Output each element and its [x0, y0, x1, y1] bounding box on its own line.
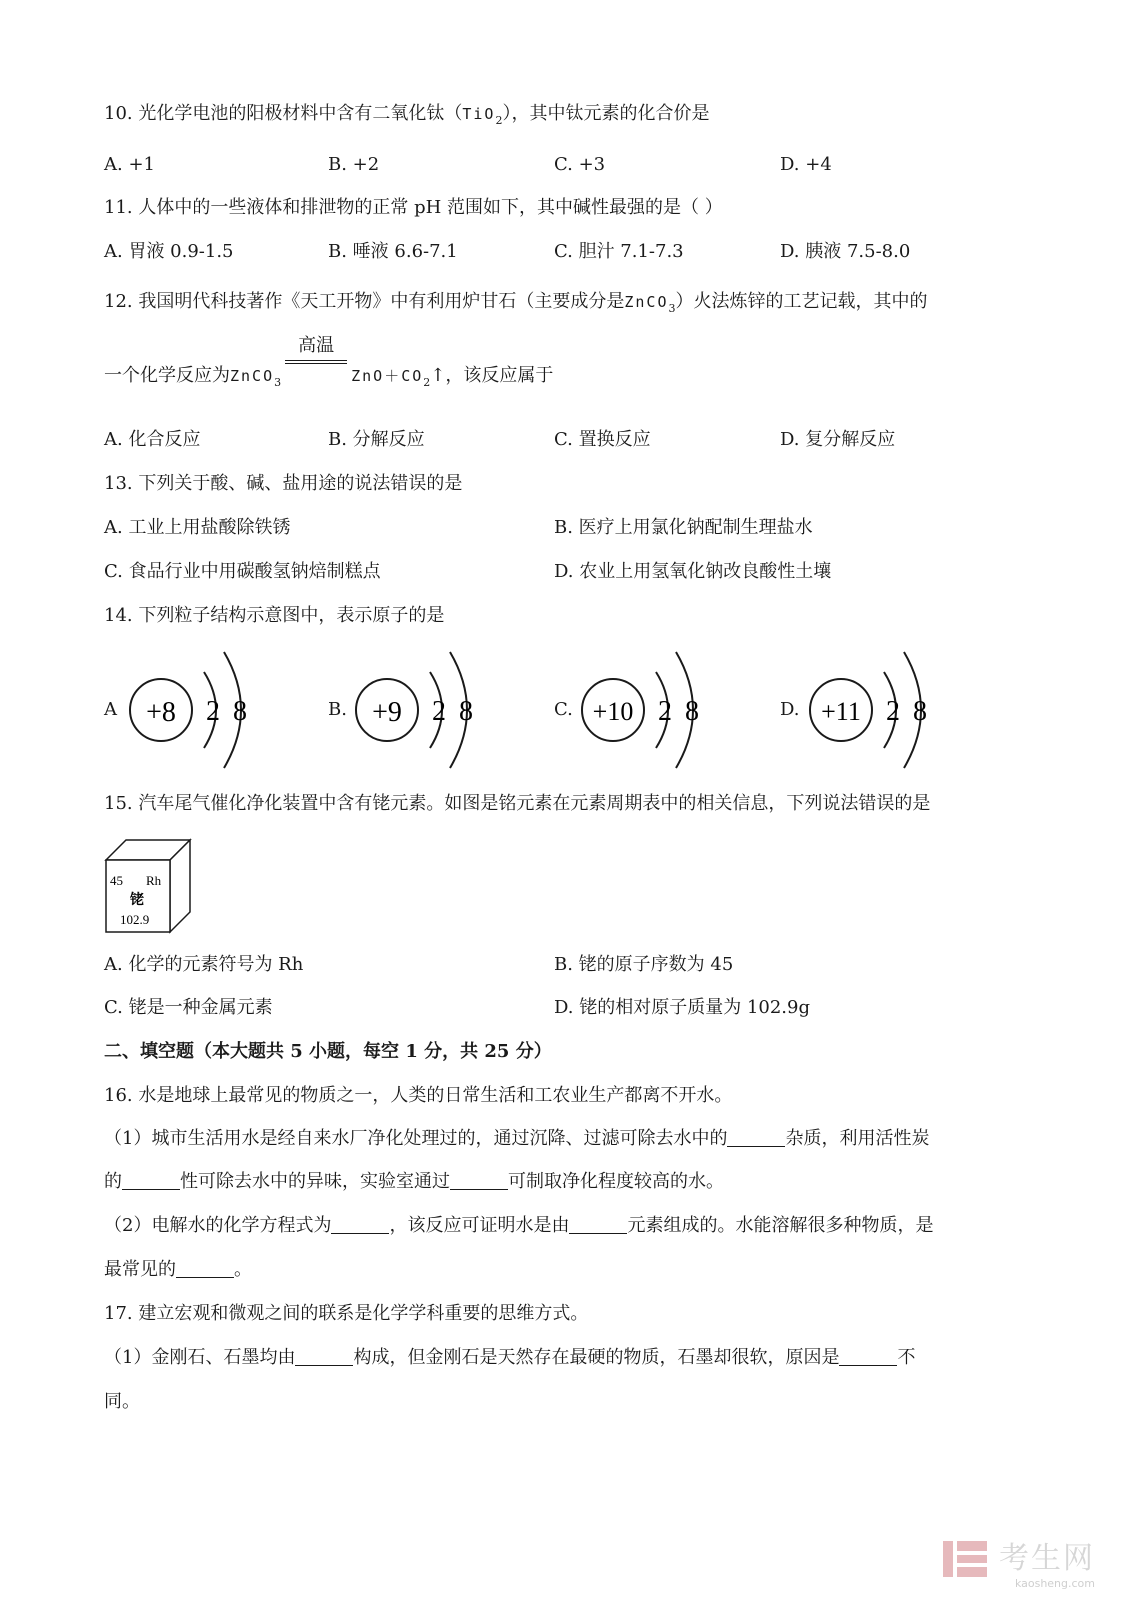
atomic-mass: 102.9	[120, 912, 150, 927]
q17-part1-line2: 同。	[104, 1391, 140, 1412]
q15-option-d[interactable]: D. 铑的相对原子质量为 102.9g	[554, 997, 811, 1018]
q11-option-b[interactable]: B. 唾液 6.6-7.1	[328, 241, 458, 262]
nucleus-charge: +11	[821, 697, 861, 726]
watermark-logo-icon	[939, 1537, 991, 1581]
q13-option-d[interactable]: D. 农业上用氢氧化钠改良酸性土壤	[554, 561, 832, 582]
q10-option-d[interactable]: D. +4	[780, 154, 832, 175]
shell1-electrons: 2	[432, 696, 446, 727]
answer-blank[interactable]	[569, 1215, 627, 1234]
nucleus-charge: +10	[592, 697, 634, 726]
q16-part1-line1: （1）城市生活用水是经自来水厂净化处理过的，通过沉降、过滤可除去水中的 杂质，利用活性炭	[104, 1128, 930, 1149]
q14-option-a[interactable]: A	[104, 699, 117, 720]
q16-stem: 16. 水是地球上最常见的物质之一，人类的日常生活和工农业生产都离不开水。	[104, 1085, 733, 1106]
q10-stem: 10. 光化学电池的阳极材料中含有二氧化钛（TiO$_2$），其中钛元素的化合价是	[104, 103, 710, 127]
nucleus-charge: +9	[372, 697, 402, 728]
atom-diagram-c	[580, 648, 710, 772]
q17-stem: 17. 建立宏观和微观之间的联系是化学学科重要的思维方式。	[104, 1303, 589, 1324]
q14-option-d[interactable]: D.	[780, 699, 800, 720]
q16-part1-line2: 的 性可除去水中的异味，实验室通过 可制取净化程度较高的水。	[104, 1171, 724, 1192]
q10-option-b[interactable]: B. +2	[328, 154, 380, 175]
shell2-electrons: 8	[233, 696, 247, 727]
q15-option-b[interactable]: B. 铑的原子序数为 45	[554, 954, 734, 975]
section-title: 二、填空题（本大题共 5 小题，每空 1 分，共 25 分）	[104, 1041, 552, 1062]
nucleus-charge: +8	[146, 697, 176, 728]
answer-blank[interactable]	[331, 1215, 389, 1234]
shell2-electrons: 8	[459, 696, 473, 727]
element-symbol: Rh	[146, 873, 162, 888]
q16-part2-line1: （2）电解水的化学方程式为 ，该反应可证明水是由 元素组成的。水能溶解很多种物质，是	[104, 1215, 934, 1236]
watermark	[999, 1533, 1095, 1590]
question-number: 10.	[104, 103, 133, 124]
atom-diagram-d	[808, 648, 938, 772]
element-name: 铑	[130, 892, 144, 908]
q12-option-a[interactable]: A. 化合反应	[104, 429, 201, 450]
watermark-url: kaosheng.com	[1014, 1577, 1095, 1590]
atom-diagram-b	[354, 648, 484, 772]
q16-part2-line2: 最常见的 。	[104, 1259, 252, 1280]
q11-option-a[interactable]: A. 胃液 0.9-1.5	[104, 241, 234, 262]
shell1-electrons: 2	[886, 696, 900, 727]
q10-option-c[interactable]: C. +3	[554, 154, 606, 175]
q17-part1-line1: （1）金刚石、石墨均由 构成，但金刚石是天然存在最硬的物质，石墨却很软，原因是 不	[104, 1347, 916, 1368]
answer-blank[interactable]	[839, 1347, 897, 1366]
shell1-electrons: 2	[206, 696, 220, 727]
q11-stem: 11. 人体中的一些液体和排泄物的正常 pH 范围如下，其中碱性最强的是（ ）	[104, 197, 723, 218]
watermark-name: 考生网	[999, 1541, 1095, 1576]
q12-equation-line: 一个化学反应为ZnCO$_3$ 高温 $ZnO+CO_2↑$，该反应属于	[104, 335, 554, 389]
q15-option-a[interactable]: A. 化学的元素符号为 Rh	[104, 954, 304, 975]
periodic-table-cell	[104, 838, 194, 936]
answer-blank[interactable]	[122, 1171, 180, 1190]
q13-option-a[interactable]: A. 工业上用盐酸除铁锈	[104, 517, 291, 538]
q13-option-b[interactable]: B. 医疗上用氯化钠配制生理盐水	[554, 517, 813, 538]
atom-diagram-a	[128, 648, 258, 772]
q14-stem: 14. 下列粒子结构示意图中，表示原子的是	[104, 605, 445, 626]
answer-blank[interactable]	[727, 1128, 785, 1147]
q11-option-c[interactable]: C. 胆汁 7.1-7.3	[554, 241, 684, 262]
answer-blank[interactable]	[295, 1347, 353, 1366]
q15-stem: 15. 汽车尾气催化净化装置中含有铑元素。如图是铭元素在元素周期表中的相关信息，下列说法错误的是	[104, 793, 931, 814]
q14-option-b[interactable]: B.	[328, 699, 347, 720]
q14-option-c[interactable]: C.	[554, 699, 573, 720]
q10-option-a[interactable]: A. +1	[104, 154, 155, 175]
q13-stem: 13. 下列关于酸、碱、盐用途的说法错误的是	[104, 473, 463, 494]
q12-option-c[interactable]: C. 置换反应	[554, 429, 651, 450]
reaction-condition: 高温	[281, 364, 351, 388]
answer-blank[interactable]	[450, 1171, 508, 1190]
answer-blank[interactable]	[176, 1259, 234, 1278]
q13-option-c[interactable]: C. 食品行业中用碳酸氢钠焙制糕点	[104, 561, 381, 582]
q12-option-b[interactable]: B. 分解反应	[328, 429, 425, 450]
q11-option-d[interactable]: D. 胰液 7.5-8.0	[780, 241, 911, 262]
q12-option-d[interactable]: D. 复分解反应	[780, 429, 896, 450]
shell2-electrons: 8	[913, 696, 927, 727]
shell1-electrons: 2	[658, 696, 672, 727]
shell2-electrons: 8	[685, 696, 699, 727]
q15-option-c[interactable]: C. 铑是一种金属元素	[104, 997, 273, 1018]
atomic-number: 45	[110, 873, 123, 888]
q12-stem: 12. 我国明代科技著作《天工开物》中有利用炉甘石（主要成分是ZnCO$_3$）火法炼锌的工艺记载，其中的	[104, 291, 928, 315]
